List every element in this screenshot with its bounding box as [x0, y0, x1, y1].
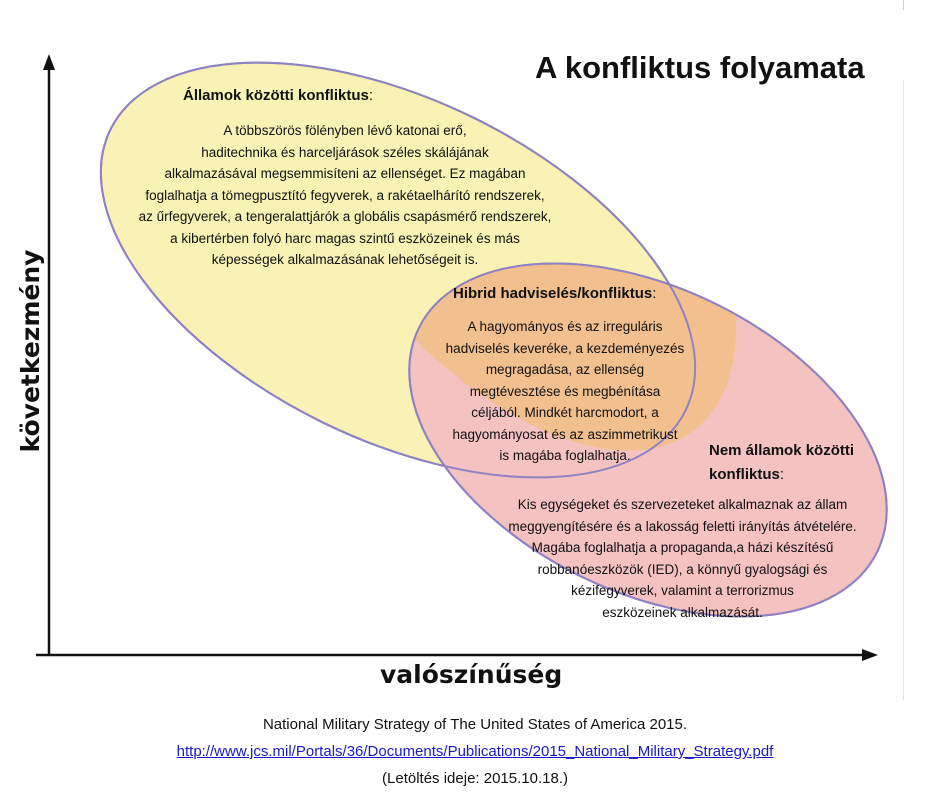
diagram-title: A konfliktus folyamata [535, 50, 865, 85]
y-axis-arrowhead [43, 54, 55, 70]
hybrid-conflict-line: hadviselés keveréke, a kezdeményezés [445, 340, 685, 356]
nonstate-conflict-heading-line2 [709, 466, 784, 483]
hybrid-conflict-description [425, 316, 705, 467]
hybrid-conflict-line: A hagyományos és az irreguláris [467, 319, 663, 334]
source-link[interactable]: http://www.jcs.mil/Portals/36/Documents/Publications/2015_National_Military_Strategy.pdf [176, 743, 774, 760]
state-conflict-line: alkalmazásával megsemmisíteni az ellenséget. Ez magában [164, 166, 526, 181]
hybrid-conflict-heading-text: Hibrid hadviselés/konfliktus [453, 285, 653, 302]
state-conflict-description [95, 120, 595, 271]
hybrid-conflict-heading [453, 285, 656, 302]
source-citation: National Military Strategy of The United States of America 2015. [262, 716, 688, 733]
nonstate-conflict-line: meggyengítésére és a lakosság feletti irányítás átvételére. [508, 518, 857, 534]
nonstate-conflict-line: Kis egységeket és szervezeteket alkalmaznak az állam [517, 497, 848, 512]
nonstate-conflict-line: Magába foglalhatja a propaganda,a házi készítésű [531, 540, 834, 555]
source-link-row [0, 743, 950, 760]
nonstate-conflict-line: robbanóeszközök (IED), a könnyű gyalogsági és [537, 561, 828, 577]
page-edge-line [903, 0, 904, 10]
y-axis-label: következmény [16, 249, 45, 453]
hybrid-conflict-line: hagyományosat és az aszimmetrikust [452, 426, 678, 442]
nonstate-conflict-line: eszközeinek alkalmazását. [602, 604, 763, 620]
x-axis-arrowhead [862, 649, 878, 661]
state-conflict-line: az űrfegyverek, a tengeralattjárók a globális csapásmérő rendszerek, [138, 209, 552, 224]
x-axis-label: valószínűség [380, 660, 563, 689]
state-conflict-heading-colon: : [368, 87, 374, 104]
state-conflict-line: A többszörös fölényben lévő katonai erő, [223, 123, 467, 138]
source-download-date: (Letöltés ideje: 2015.10.18.) [382, 770, 568, 787]
hybrid-conflict-line: megtévesztése és megbénítása [469, 383, 661, 399]
nonstate-conflict-heading-text: konfliktus [709, 466, 780, 483]
state-conflict-heading [183, 87, 373, 104]
state-conflict-line: foglalhatja a tömegpusztító fegyverek, a rakétaelhárító rendszerek, [145, 187, 545, 203]
nonstate-conflict-heading-colon: : [779, 466, 785, 483]
nonstate-conflict-description [475, 494, 890, 623]
hybrid-conflict-line: megragadása, az ellenség [485, 362, 645, 377]
hybrid-conflict-line: is magába foglalhatja. [499, 448, 631, 463]
state-conflict-line: haditechnika és harceljárások széles skálájának [201, 144, 489, 160]
state-conflict-heading-text: Államok közötti konfliktus [183, 87, 369, 104]
state-conflict-line: képességek alkalmazásának lehetőségeit is. [211, 252, 479, 267]
nonstate-conflict-line: kézifegyverek, valamint a terrorizmus [571, 583, 794, 598]
hybrid-conflict-heading-colon: : [652, 285, 657, 302]
page-edge-line [903, 80, 904, 700]
nonstate-conflict-heading-line1: Nem államok közötti [709, 442, 855, 459]
state-conflict-line: a kibertérben folyó harc magas szintű eszközeinek és más [170, 230, 520, 246]
hybrid-conflict-line: céljából. Mindkét harcmodort, a [471, 405, 659, 420]
